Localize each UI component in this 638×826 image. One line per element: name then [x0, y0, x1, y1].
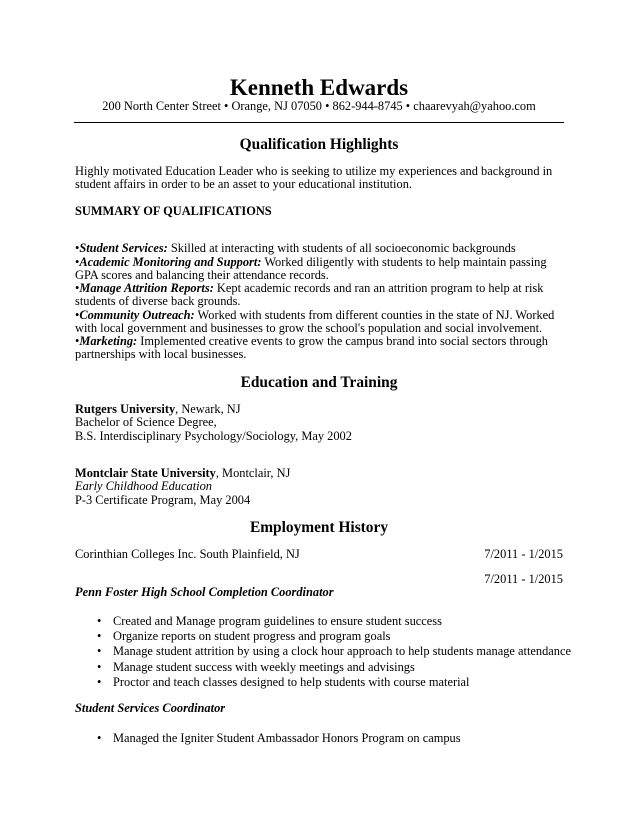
- school-program: P-3 Certificate Program, May 2004: [75, 492, 251, 507]
- duty-item: [97, 660, 571, 675]
- qualification-bullet: •: [75, 334, 80, 348]
- qualification-item: [75, 282, 565, 309]
- employment-heading: Employment History: [249, 519, 389, 536]
- duty-text: Created and Manage program guidelines to ensure student success: [113, 614, 442, 628]
- qualification-item: [75, 242, 565, 255]
- qualification-label: Manage Attrition Reports:: [79, 281, 214, 295]
- contact-line: 200 North Center Street • Orange, NJ 07050 • 862-944-8745 • chaarevyah@yahoo.com: [102, 99, 536, 113]
- school-location: , Newark, NJ: [175, 402, 241, 416]
- qualification-text: Worked diligently with students to help maintain passing GPA scores and balancing their attendance records.: [75, 254, 547, 282]
- school-degree: Early Childhood Education: [75, 479, 212, 494]
- bullet-dot: •: [97, 629, 102, 644]
- duty-item: [97, 629, 571, 644]
- qualification-label: Student Services:: [79, 241, 168, 255]
- qualification-bullet: •: [75, 307, 80, 322]
- school-degree: Bachelor of Science Degree,: [75, 415, 217, 430]
- qualification-item: [75, 335, 565, 362]
- bullet-dot: •: [97, 644, 102, 659]
- duty-item: [97, 731, 461, 746]
- role-duties-list: [97, 731, 461, 746]
- role-title: Student Services Coordinator: [75, 701, 226, 715]
- qualifications-intro: Highly motivated Education Leader who is seeking to utilize my experiences and background in student affairs in order to be an asset to your educational institution.: [75, 164, 553, 192]
- qualification-label: Community Outreach:: [79, 307, 195, 322]
- school-name: Rutgers University: [75, 402, 176, 416]
- duty-item: [97, 614, 571, 629]
- qualification-item: [75, 309, 565, 336]
- qualification-text: Kept academic records and ran an attrition program to help at risk students of diverse back grounds.: [75, 281, 544, 309]
- qualification-label: Marketing:: [79, 334, 138, 348]
- bullet-dot: •: [97, 614, 102, 628]
- employer-name: Corinthian Colleges Inc. South Plainfield, NJ: [75, 547, 300, 561]
- role-title: Penn Foster High School Completion Coordinator: [75, 585, 334, 599]
- duty-text: Managed the Igniter Student Ambassador Honors Program on campus: [113, 731, 461, 745]
- employer-dates: 7/2011 - 1/2015: [484, 547, 563, 561]
- role-duties-list: [97, 614, 571, 690]
- qualification-text: Worked with students from different counties in the state of NJ. Worked with local government and businesses to grow the school's population and social involvement.: [75, 307, 555, 335]
- duty-text: Organize reports on student progress and program goals: [113, 629, 391, 644]
- duty-text: Manage student success with weekly meetings and advisings: [113, 659, 415, 674]
- qualifications-heading: Qualification Highlights: [239, 136, 399, 153]
- qualification-bullet: •: [75, 254, 80, 269]
- qualification-bullet: •: [75, 281, 80, 295]
- duty-item: [97, 675, 571, 690]
- bullet-dot: •: [97, 731, 102, 745]
- header-divider: [74, 122, 564, 123]
- school-entry: [75, 403, 565, 443]
- bullet-dot: •: [97, 674, 102, 689]
- education-heading: Education and Training: [240, 374, 398, 391]
- school-entry: [75, 467, 565, 507]
- summary-heading: SUMMARY OF QUALIFICATIONS: [75, 204, 272, 218]
- duty-item: [97, 644, 571, 659]
- duty-text: Proctor and teach classes designed to help students with course material: [113, 674, 470, 689]
- bullet-dot: •: [97, 659, 102, 674]
- qualification-text: Skilled at interacting with students of all socioeconomic backgrounds: [167, 241, 516, 255]
- qualification-text: Implemented creative events to grow the campus brand into social sectors through partnerships with local businesses.: [75, 334, 549, 362]
- qualification-item: [75, 256, 565, 283]
- school-program: B.S. Interdisciplinary Psychology/Sociology, May 2002: [75, 428, 352, 443]
- role-dates: 7/2011 - 1/2015: [484, 572, 563, 586]
- school-location: , Montclair, NJ: [215, 466, 291, 480]
- applicant-name: Kenneth Edwards: [229, 75, 409, 100]
- qualification-label: Academic Monitoring and Support:: [79, 254, 262, 269]
- qualification-bullet: •: [75, 241, 80, 255]
- school-name: Montclair State University: [75, 466, 216, 480]
- duty-text: Manage student attrition by using a clock hour approach to help students manage attendance: [113, 644, 571, 659]
